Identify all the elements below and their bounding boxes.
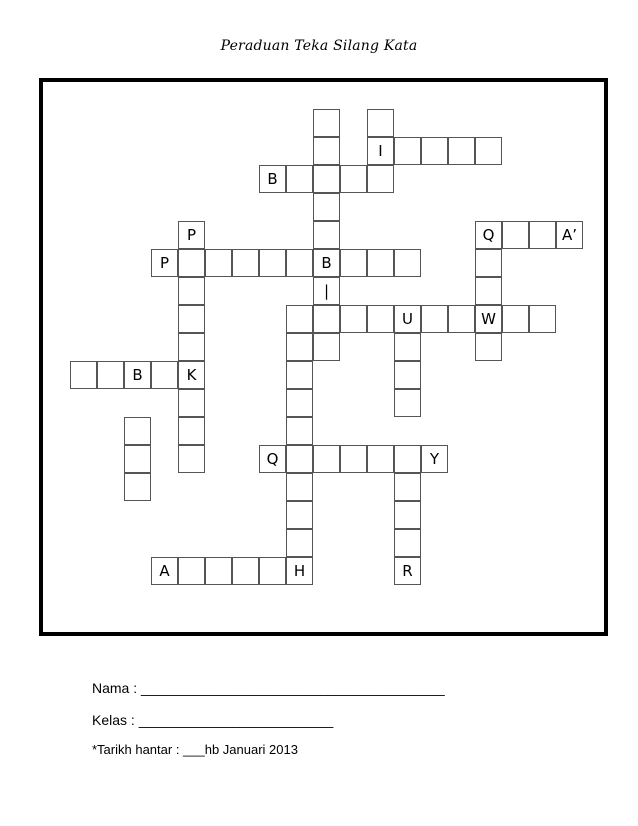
crossword-cell[interactable] <box>394 501 421 529</box>
crossword-cell-letter[interactable] <box>394 557 421 585</box>
crossword-cell[interactable] <box>394 361 421 389</box>
name-field-label: Nama : _______________________________________ <box>92 680 445 696</box>
submission-date-note: *Tarikh hantar : ___hb Januari 2013 <box>92 742 298 757</box>
crossword-cell[interactable] <box>178 445 205 473</box>
crossword-cell-letter[interactable] <box>259 445 286 473</box>
crossword-cell-letter[interactable] <box>313 249 340 277</box>
crossword-cell[interactable] <box>367 445 394 473</box>
cell-letter: A’ <box>561 225 578 244</box>
crossword-grid <box>39 78 608 636</box>
crossword-cell[interactable] <box>70 361 97 389</box>
crossword-cell-letter[interactable] <box>475 221 502 249</box>
crossword-cell[interactable] <box>286 501 313 529</box>
cell-letter: P <box>186 225 197 244</box>
crossword-cell[interactable] <box>313 333 340 361</box>
crossword-cell[interactable] <box>340 249 367 277</box>
crossword-cell[interactable] <box>286 473 313 501</box>
crossword-cell[interactable] <box>178 277 205 305</box>
crossword-cell[interactable] <box>394 445 421 473</box>
crossword-cell-letter[interactable] <box>259 165 286 193</box>
crossword-cell[interactable] <box>124 473 151 501</box>
crossword-cell[interactable] <box>367 249 394 277</box>
cell-letter: W <box>481 309 496 328</box>
crossword-cell[interactable] <box>124 445 151 473</box>
crossword-cell[interactable] <box>367 305 394 333</box>
crossword-cell[interactable] <box>259 557 286 585</box>
crossword-cell[interactable] <box>313 221 340 249</box>
crossword-cell[interactable] <box>232 249 259 277</box>
cell-letter: U <box>402 309 413 328</box>
crossword-cell-letter[interactable] <box>151 557 178 585</box>
cell-letter: H <box>293 561 306 580</box>
crossword-cell[interactable] <box>178 389 205 417</box>
crossword-cell-letter[interactable] <box>394 305 421 333</box>
cell-letter: | <box>323 281 330 300</box>
crossword-cell-letter[interactable] <box>286 557 313 585</box>
crossword-cell[interactable] <box>178 305 205 333</box>
crossword-cell[interactable] <box>421 305 448 333</box>
crossword-cell[interactable] <box>97 361 124 389</box>
crossword-cell[interactable] <box>475 277 502 305</box>
crossword-cell[interactable] <box>340 445 367 473</box>
crossword-cell[interactable] <box>286 305 313 333</box>
crossword-cell[interactable] <box>286 333 313 361</box>
cell-letter: B <box>321 253 332 272</box>
crossword-cell[interactable] <box>394 249 421 277</box>
crossword-cell[interactable] <box>313 137 340 165</box>
crossword-cell-letter[interactable] <box>178 361 205 389</box>
crossword-cell[interactable] <box>259 249 286 277</box>
crossword-cell[interactable] <box>124 417 151 445</box>
crossword-cell[interactable] <box>178 249 205 277</box>
crossword-cell[interactable] <box>394 389 421 417</box>
crossword-cell[interactable] <box>286 445 313 473</box>
crossword-cell-letter[interactable] <box>124 361 151 389</box>
cell-letter: Y <box>429 449 440 468</box>
crossword-cell-letter[interactable] <box>556 221 583 249</box>
crossword-cell-letter[interactable] <box>367 137 394 165</box>
crossword-cell[interactable] <box>502 221 529 249</box>
class-field-label: Kelas : _________________________ <box>92 712 334 728</box>
crossword-cell-letter[interactable] <box>313 277 340 305</box>
cell-letter: B <box>132 365 143 384</box>
crossword-cell[interactable] <box>313 193 340 221</box>
crossword-cell[interactable] <box>286 389 313 417</box>
crossword-cell[interactable] <box>448 305 475 333</box>
cell-letter: I <box>378 141 383 160</box>
cell-letter: B <box>267 169 278 188</box>
crossword-cell-letter[interactable] <box>178 221 205 249</box>
cell-letter: Q <box>482 225 495 244</box>
crossword-cell[interactable] <box>529 305 556 333</box>
crossword-cell[interactable] <box>286 361 313 389</box>
cell-letter: P <box>159 253 170 272</box>
crossword-cell-letter[interactable] <box>421 445 448 473</box>
cell-letter: R <box>402 561 413 580</box>
page-title: Peraduan Teka Silang Kata <box>220 38 418 54</box>
crossword-cell[interactable] <box>529 221 556 249</box>
crossword-cell[interactable] <box>205 249 232 277</box>
crossword-cell[interactable] <box>178 417 205 445</box>
crossword-cell[interactable] <box>394 529 421 557</box>
cell-letter: K <box>186 365 197 384</box>
crossword-cell-letter[interactable] <box>475 305 502 333</box>
cell-letter: Q <box>266 449 279 468</box>
crossword-cell[interactable] <box>394 137 421 165</box>
crossword-cell[interactable] <box>394 333 421 361</box>
crossword-cell[interactable] <box>286 529 313 557</box>
crossword-cell[interactable] <box>178 557 205 585</box>
crossword-cell[interactable] <box>151 361 178 389</box>
crossword-cell[interactable] <box>475 249 502 277</box>
crossword-cell[interactable] <box>313 109 340 137</box>
crossword-cell[interactable] <box>286 165 313 193</box>
crossword-cell[interactable] <box>421 137 448 165</box>
crossword-cell[interactable] <box>232 557 259 585</box>
crossword-cell[interactable] <box>313 305 340 333</box>
crossword-cell[interactable] <box>394 473 421 501</box>
crossword-cell[interactable] <box>178 333 205 361</box>
crossword-cell[interactable] <box>313 165 340 193</box>
crossword-cell-letter[interactable] <box>151 249 178 277</box>
crossword-cell[interactable] <box>340 305 367 333</box>
crossword-cell[interactable] <box>367 109 394 137</box>
crossword-cell[interactable] <box>286 249 313 277</box>
crossword-cell[interactable] <box>340 165 367 193</box>
crossword-cell[interactable] <box>367 165 394 193</box>
crossword-cell[interactable] <box>313 445 340 473</box>
crossword-cell[interactable] <box>205 557 232 585</box>
crossword-cell[interactable] <box>475 137 502 165</box>
crossword-cell[interactable] <box>448 137 475 165</box>
crossword-cell[interactable] <box>475 333 502 361</box>
crossword-cell[interactable] <box>286 417 313 445</box>
cell-letter: A <box>159 561 170 580</box>
crossword-cell[interactable] <box>502 305 529 333</box>
